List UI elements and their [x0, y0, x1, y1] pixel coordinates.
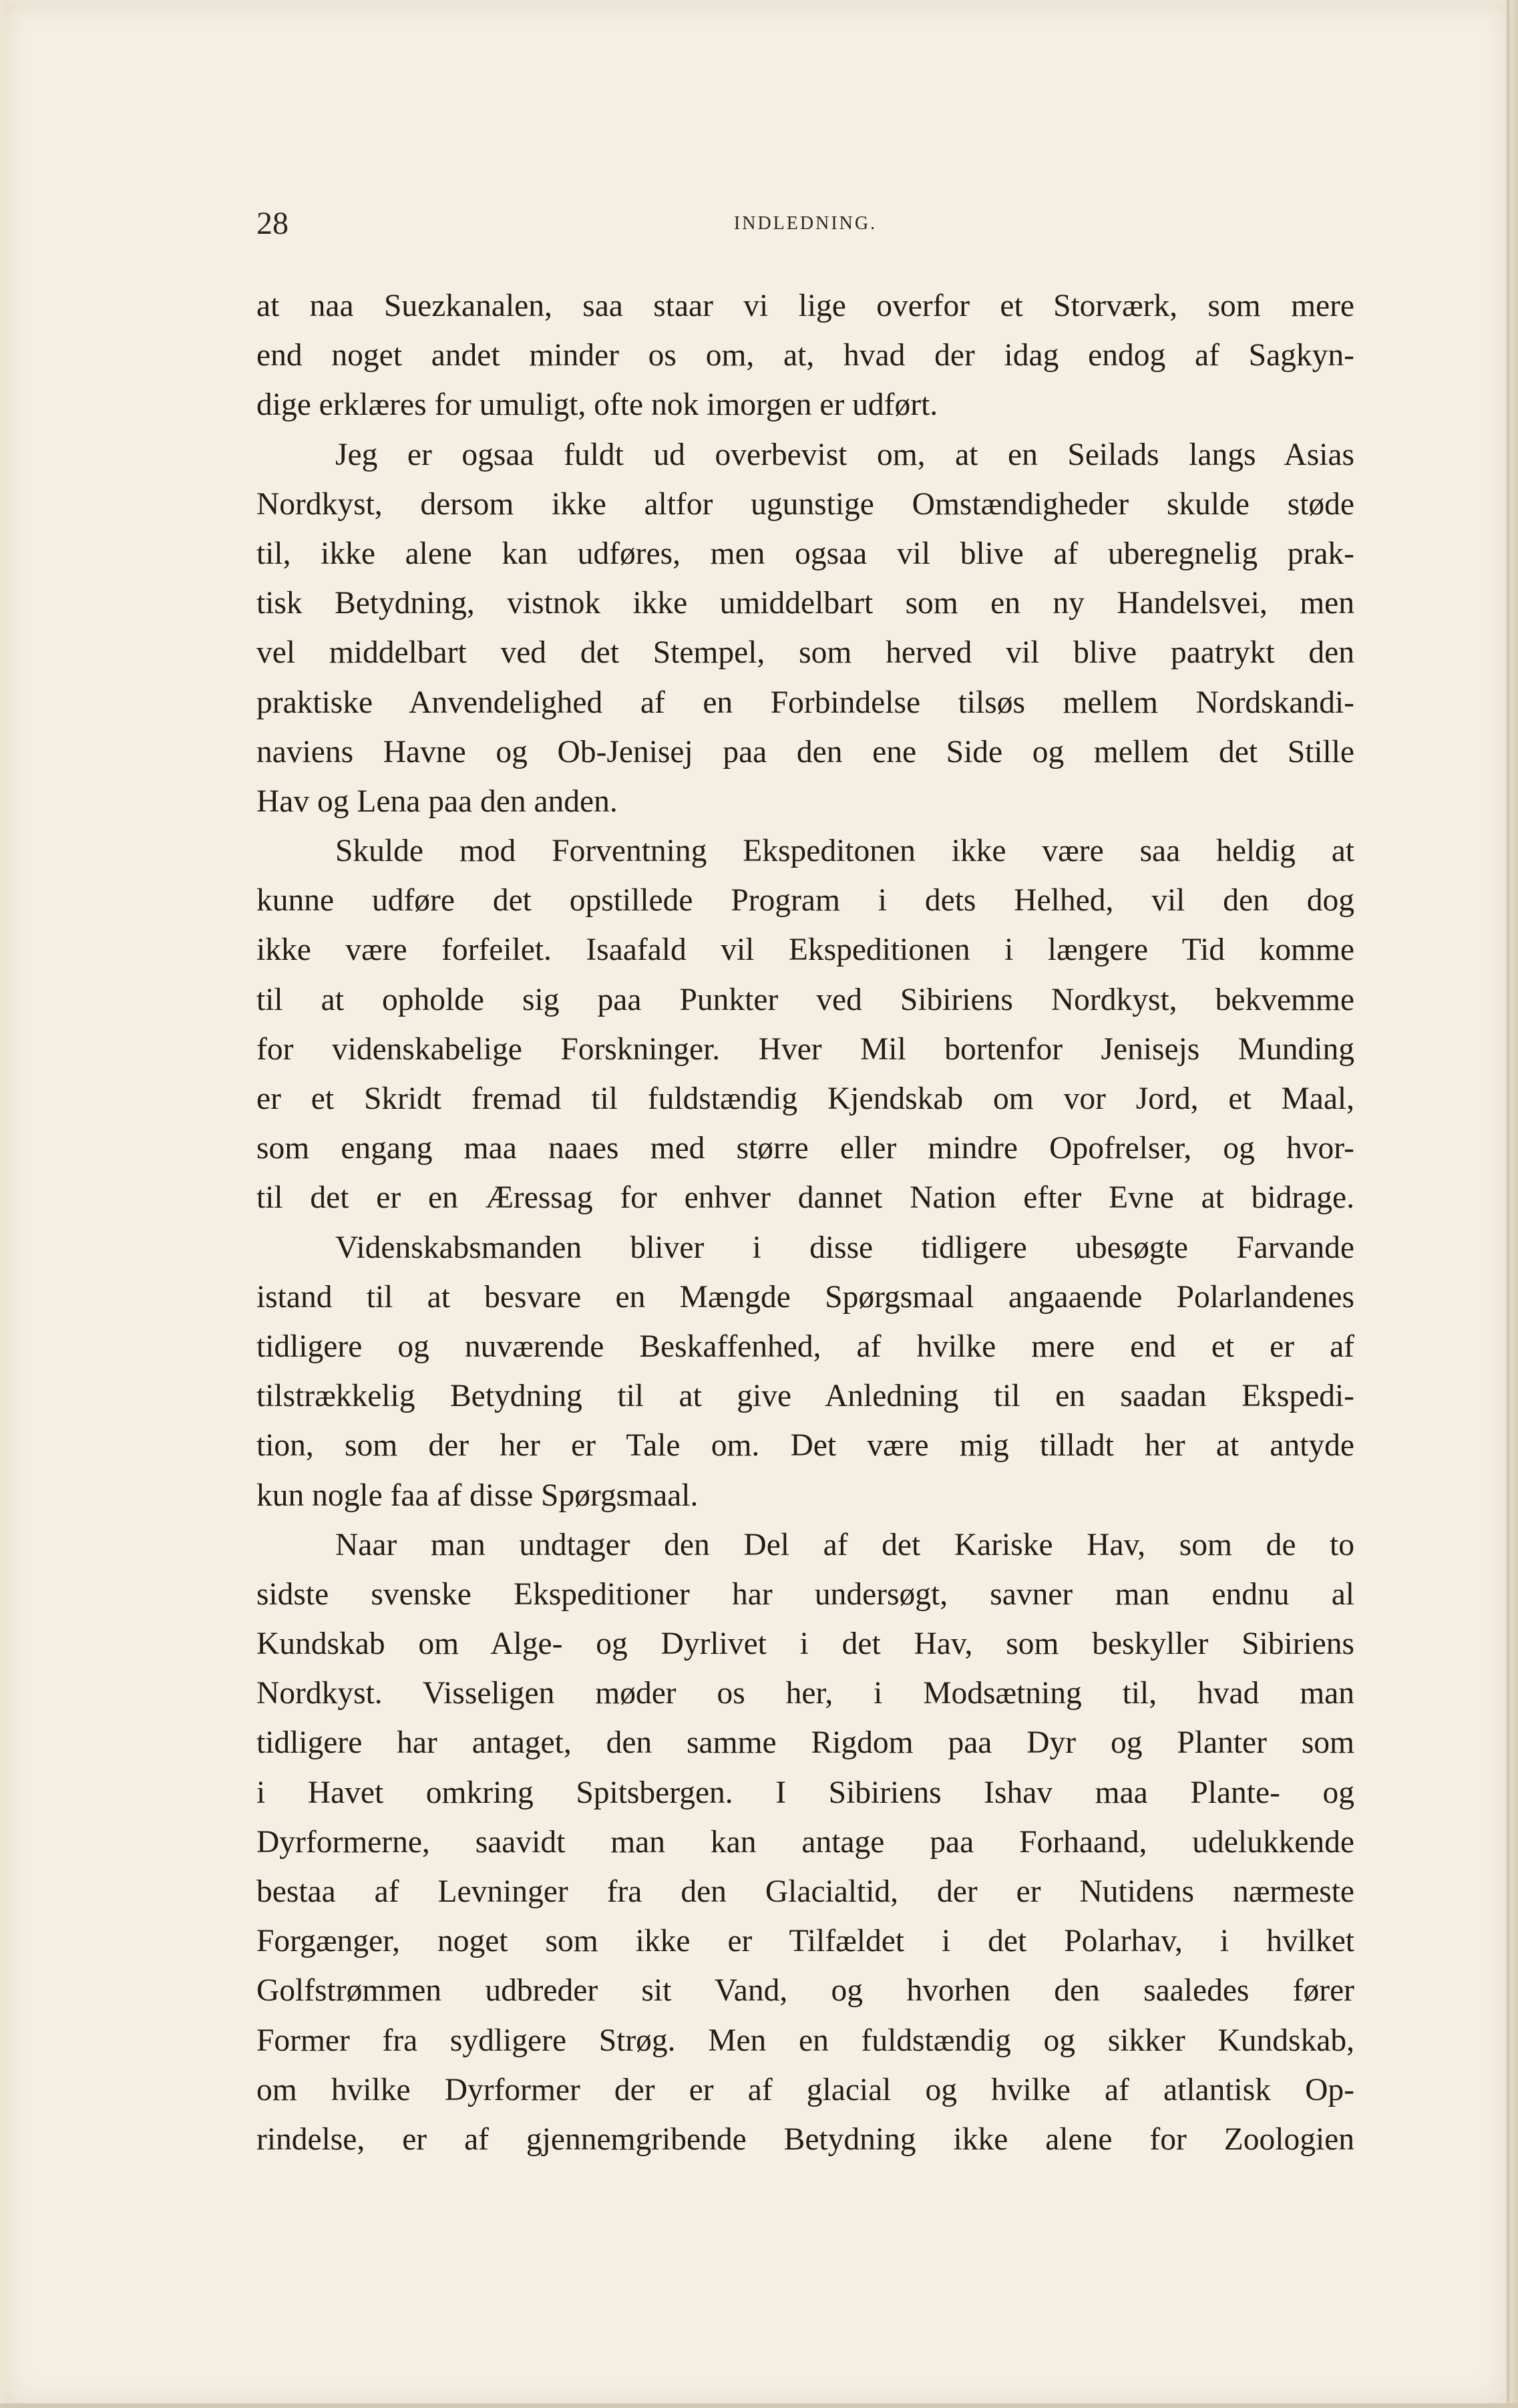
text-line: tion, som der her er Tale om. Det være mig tilladt her at antyde	[256, 1428, 1354, 1464]
page-edge-right	[1507, 0, 1518, 2408]
text-line: Nordkyst, dersom ikke altfor ugunstige Omstændigheder skulde støde	[256, 486, 1354, 522]
text-line: Jeg er ogsaa fuldt ud overbevist om, at en Seilads langs Asias	[335, 437, 1354, 472]
text-line: i Havet omkring Spitsbergen. I Sibiriens Ishav maa Plante- og	[256, 1775, 1354, 1810]
running-header	[256, 197, 1354, 250]
text-line: kun nogle faa af disse Spørgsmaal.	[256, 1478, 699, 1513]
text-line: ikke være forfeilet. Isaafald vil Ekspeditionen i længere Tid komme	[256, 932, 1354, 968]
text-line: Kundskab om Alge- og Dyrlivet i det Hav, som beskyller Sibiriens	[256, 1626, 1354, 1662]
text-line: Videnskabsmanden bliver i disse tidligere ubesøgte Farvande	[335, 1230, 1354, 1265]
text-line: Golfstrømmen udbreder sit Vand, og hvorhen den saaledes fører	[256, 1973, 1354, 2009]
text-line: end noget andet minder os om, at, hvad der idag endog af Sagkyn-	[256, 338, 1354, 373]
text-line: for videnskabelige Forskninger. Hver Mil bortenfor Jenisejs Munding	[256, 1031, 1354, 1067]
text-line: naviens Havne og Ob-Jenisej paa den ene Side og mellem det Stille	[256, 734, 1354, 769]
text-line: dige erklæres for umuligt, ofte nok imorgen er udført.	[256, 387, 938, 423]
page-number: 28	[256, 206, 289, 241]
text-line: vel middelbart ved det Stempel, som herved vil blive paatrykt den	[256, 635, 1354, 671]
text-line: kunne udføre det opstillede Program i dets Helhed, vil den dog	[256, 883, 1354, 918]
text-line: praktiske Anvendelighed af en Forbindelse tilsøs mellem Nordskandi-	[256, 685, 1354, 720]
text-line: rindelse, er af gjennemgribende Betydning ikke alene for Zoologien	[256, 2121, 1354, 2157]
text-line: sidste svenske Ekspeditioner har undersøgt, savner man endnu al	[256, 1576, 1354, 1612]
text-line: istand til at besvare en Mængde Spørgsmaal angaaende Polarlandenes	[256, 1279, 1354, 1315]
text-line: til at opholde sig paa Punkter ved Sibiriens Nordkyst, bekvemme	[256, 982, 1354, 1017]
text-line: til det er en Æressag for enhver dannet Nation efter Evne at bidrage.	[256, 1180, 1354, 1216]
text-line: Former fra sydligere Strøg. Men en fuldstændig og sikker Kundskab,	[256, 2023, 1354, 2058]
text-line: at naa Suezkanalen, saa staar vi lige overfor et Storværk, som mere	[256, 289, 1354, 323]
text-line: tidligere har antaget, den samme Rigdom paa Dyr og Planter som	[256, 1725, 1354, 1761]
running-title: INDLEDNING.	[733, 213, 878, 234]
text-line: om hvilke Dyrformer der er af glacial og hvilke af atlantisk Op-	[256, 2072, 1354, 2107]
text-line: er et Skridt fremad til fuldstændig Kjendskab om vor Jord, et Maal,	[256, 1081, 1354, 1116]
body-text	[256, 281, 1354, 2164]
text-line: Naar man undtager den Del af det Kariske Hav, som de to	[335, 1527, 1354, 1562]
text-line: Forgænger, noget som ikke er Tilfældet i det Polarhav, i hvilket	[256, 1924, 1354, 1959]
text-line: Skulde mod Forventning Ekspeditonen ikke være saa heldig at	[335, 834, 1354, 869]
text-line: tidligere og nuværende Beskaffenhed, af hvilke mere end et er af	[256, 1329, 1354, 1364]
page-edge-bottom	[0, 2403, 1518, 2408]
text-line: som engang maa naaes med større eller mindre Opofrelser, og hvor-	[256, 1131, 1354, 1166]
text-line: tisk Betydning, vistnok ikke umiddelbart som en ny Handelsvei, men	[256, 586, 1354, 621]
text-line: Hav og Lena paa den anden.	[256, 784, 618, 819]
text-line: tilstrækkelig Betydning til at give Anledning til en saadan Ekspedi-	[256, 1379, 1354, 1414]
text-line: Nordkyst. Visseligen møder os her, i Modsætning til, hvad man	[256, 1676, 1354, 1711]
text-line: bestaa af Levninger fra den Glacialtid, der er Nutidens nærmeste	[256, 1874, 1354, 1909]
text-line: til, ikke alene kan udføres, men ogsaa vil blive af uberegnelig prak-	[256, 536, 1354, 571]
text-line: Dyrformerne, saavidt man kan antage paa Forhaand, udelukkende	[256, 1824, 1354, 1860]
